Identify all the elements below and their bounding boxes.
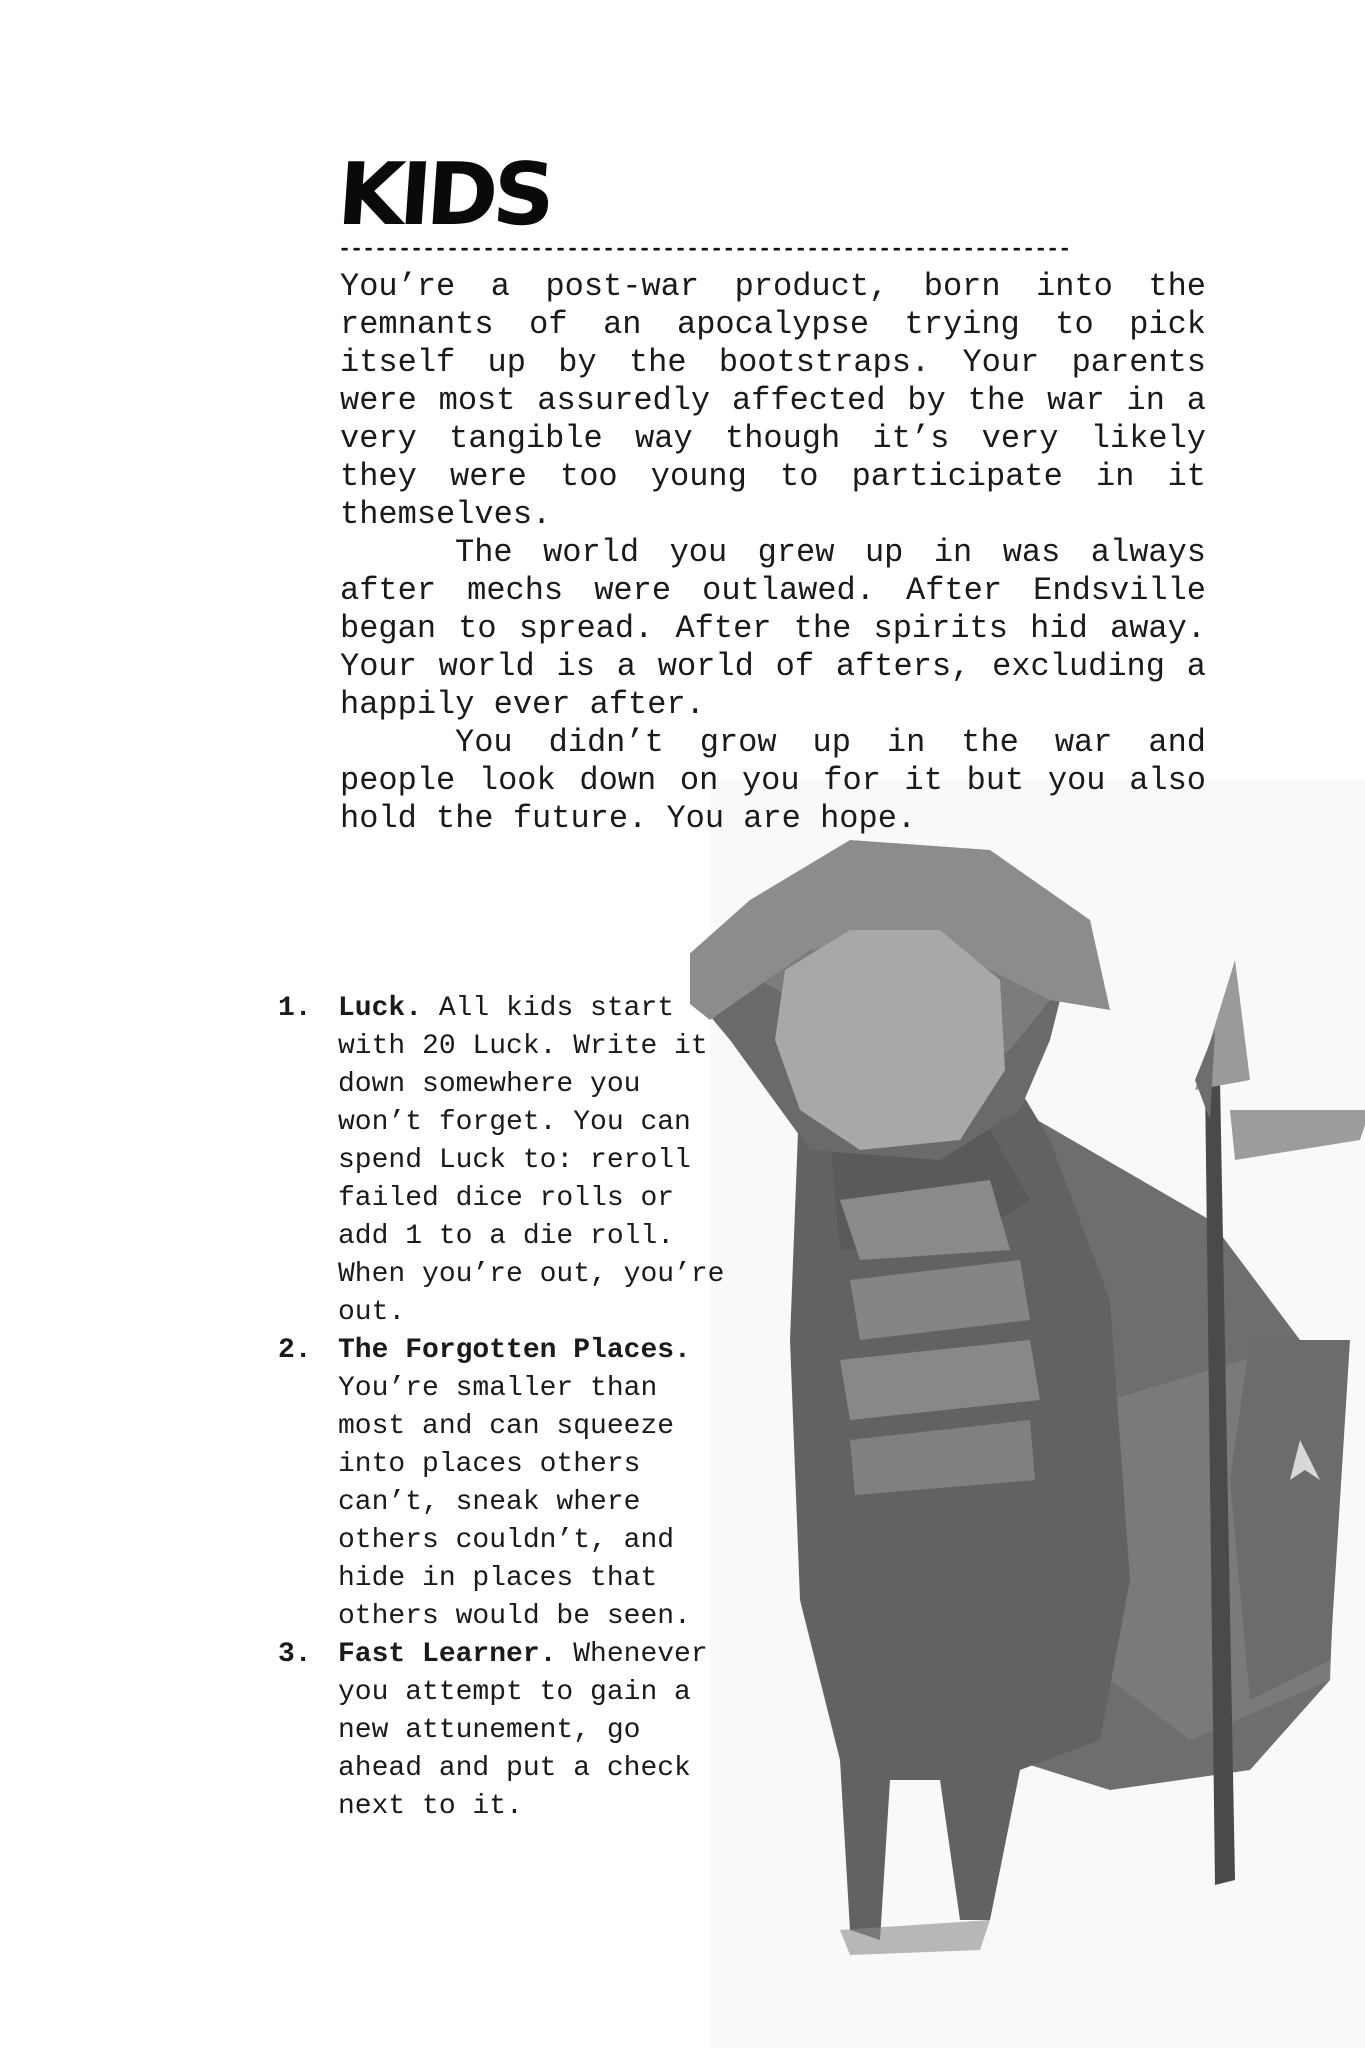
feature-name: The Forgotten Places. <box>338 1335 691 1366</box>
hooded-kid-with-spear-illustration <box>690 780 1365 2048</box>
feature-description: Whenever you attempt to gain a new attunement, go ahead and put a check next to it. <box>338 1639 708 1822</box>
intro-paragraph: You’re a post-war product, born into the remnants of an apocalypse trying to pick itself up by the bootstraps. Your parents were most assuredly affected by the war in a very tangible way though it’s very likely they were too young to participate in it themselves. <box>340 268 1206 533</box>
list-item <box>278 1636 738 1826</box>
intro-paragraph: The world you grew up in was always after mechs were outlawed. After Endsville began to spread. After the spirits hid away. Your world is a world of afters, excluding a happily ever after. <box>340 534 1206 723</box>
kid-features-list <box>278 990 738 1826</box>
feature-description: You’re smaller than most and can squeeze into places others can’t, sneak where others couldn’t, and hide in places that others would be seen. <box>338 1373 691 1632</box>
list-item-number: 1. <box>278 993 312 1024</box>
feature-description: All kids start with 20 Luck. Write it down somewhere you won’t forget. You can spend Luck to: reroll failed dice rolls or add 1 to a die roll. When you’re out, you’re out. <box>338 993 725 1328</box>
list-item <box>278 1332 738 1636</box>
list-item-number: 3. <box>278 1639 312 1670</box>
feature-name: Fast Learner. <box>338 1639 557 1670</box>
intro-paragraph: You didn’t grow up in the war and people look down on you for it but you also hold the future. You are hope. <box>340 724 1206 837</box>
title-divider: ------------------------------------------------------------- <box>338 238 1071 262</box>
intro-text <box>340 268 1206 838</box>
list-item <box>278 990 738 1332</box>
list-item-number: 2. <box>278 1335 312 1366</box>
section-title: KIDS <box>334 145 554 245</box>
feature-name: Luck. <box>338 993 423 1024</box>
